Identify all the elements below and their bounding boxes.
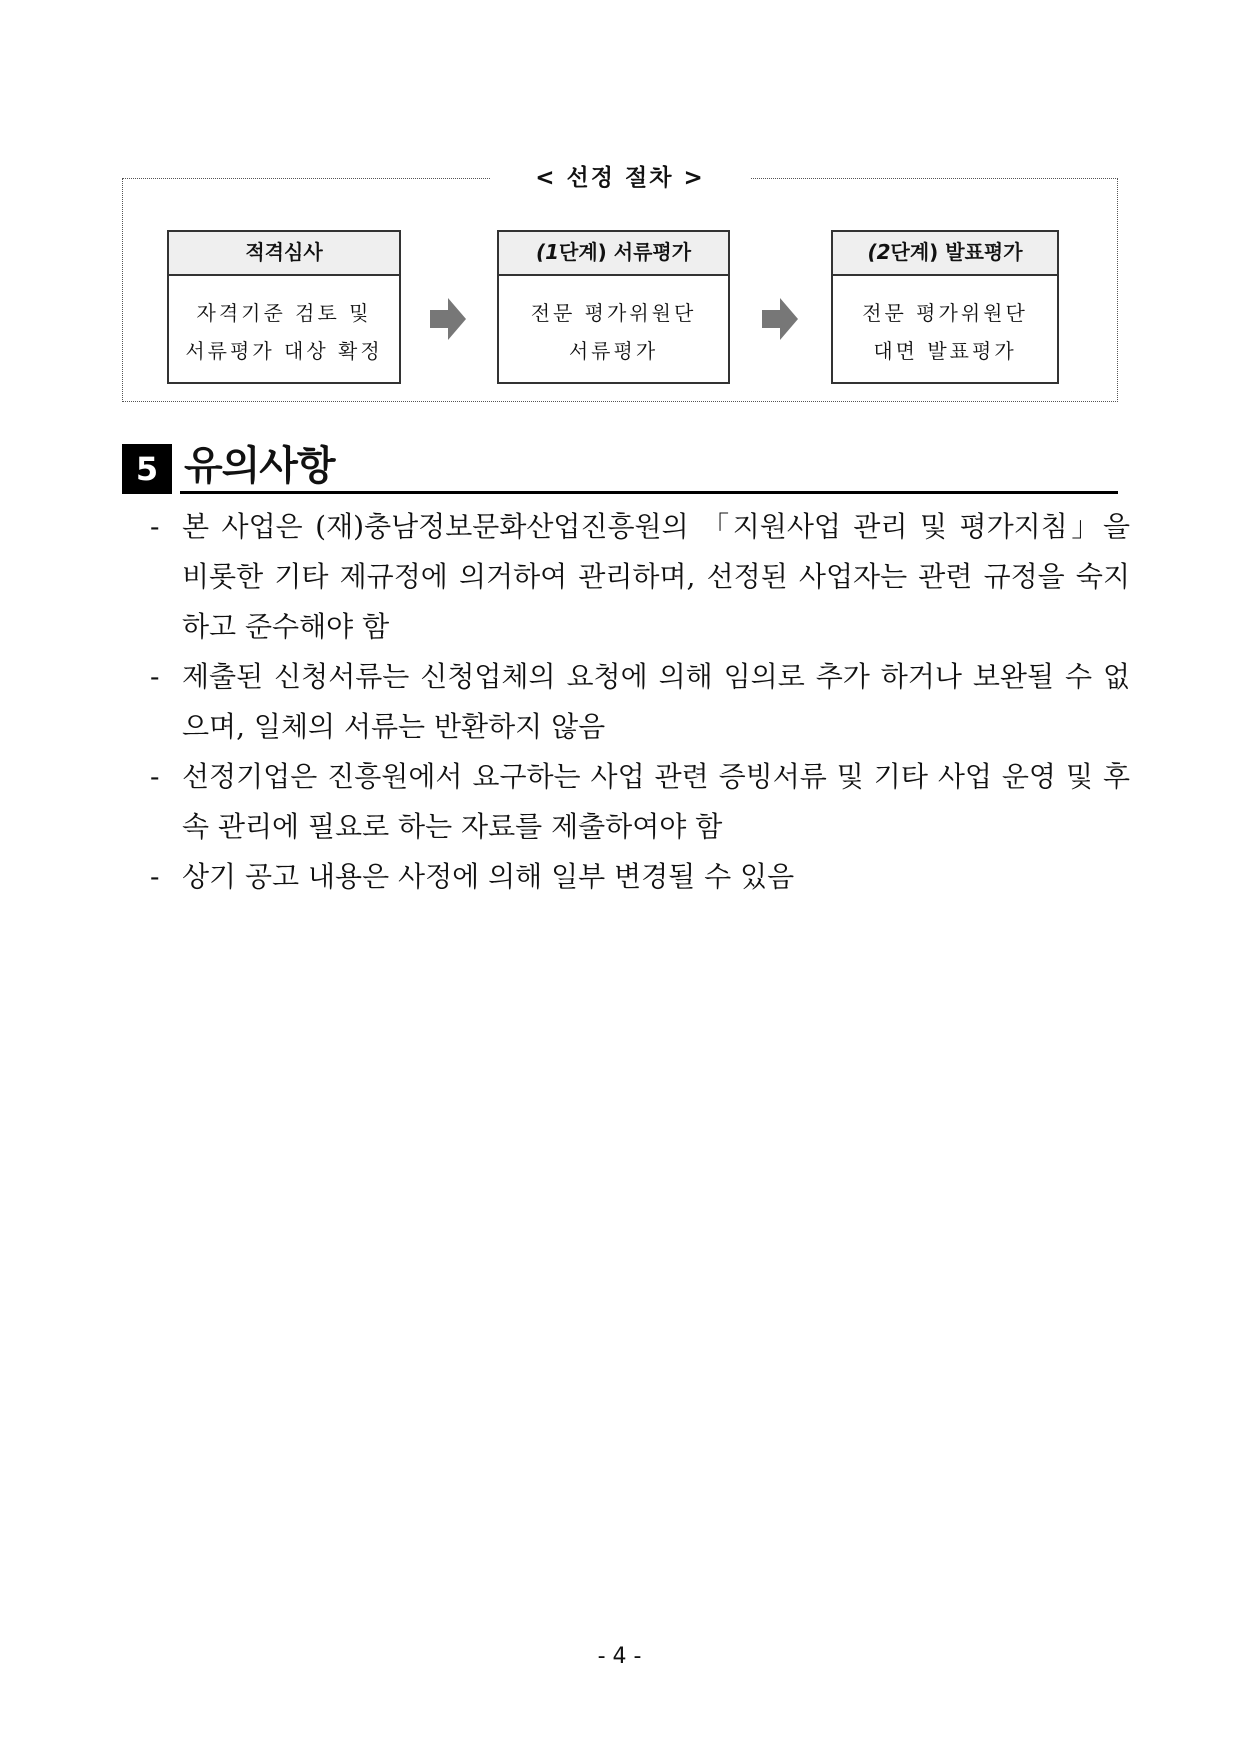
step-number: (2 [867, 240, 891, 264]
list-item [150, 652, 1130, 752]
step-header [499, 232, 728, 276]
step-description-line: 전문 평가위원단 [862, 301, 1028, 325]
step-description-line: 서류평가 대상 확정 [185, 339, 383, 363]
bullet-dash: - [150, 760, 160, 793]
right-arrow-icon [428, 296, 468, 342]
step-eligibility-review [167, 230, 401, 384]
note-text: 상기 공고 내용은 사정에 의해 일부 변경될 수 있음 [182, 860, 795, 893]
bullet-dash: - [150, 660, 160, 693]
list-item [150, 852, 1130, 902]
step-title: 적격심사 [245, 240, 323, 264]
right-arrow-icon [760, 296, 800, 342]
step-description-line: 전문 평가위원단 [530, 301, 697, 325]
step-title: 단계) 발표평가 [890, 240, 1023, 264]
step-title: 단계) 서류평가 [559, 240, 692, 264]
step-description-line: 서류평가 [568, 339, 659, 363]
procedure-title: < 선정 절차 > [490, 160, 750, 196]
list-item [150, 502, 1130, 652]
step-description-line: 대면 발표평가 [873, 339, 1017, 363]
step-number: (1 [535, 240, 560, 264]
step-presentation-evaluation [831, 230, 1059, 384]
step-document-evaluation [497, 230, 730, 384]
note-text: 본 사업은 (재)충남정보문화산업진흥원의 「지원사업 관리 및 평가지침」을 비롯한 기타 제규정에 의거하여 관리하며, 선정된 사업자는 관련 규정을 숙지하고 준수해야 함 [182, 510, 1130, 643]
note-text: 제출된 신청서류는 신청업체의 요청에 의해 임의로 추가 하거나 보완될 수 없으며, 일체의 서류는 반환하지 않음 [182, 660, 1130, 743]
step-description-line: 자격기준 검토 및 [196, 301, 372, 325]
step-description [499, 276, 728, 370]
section-number: 5 [122, 444, 172, 494]
step-description [833, 276, 1057, 370]
note-text: 선정기업은 진흥원에서 요구하는 사업 관련 증빙서류 및 기타 사업 운영 및 후속 관리에 필요로 하는 자료를 제출하여야 함 [182, 760, 1130, 843]
notes-list [150, 502, 1130, 902]
page-number: - 4 - [597, 1644, 642, 1669]
step-header [169, 232, 399, 276]
step-description [169, 276, 399, 370]
bullet-dash: - [150, 860, 160, 893]
list-item [150, 752, 1130, 852]
section-title: 유의사항 [184, 443, 335, 489]
section-underline [180, 491, 1118, 494]
step-header [833, 232, 1057, 276]
bullet-dash: - [150, 510, 160, 543]
